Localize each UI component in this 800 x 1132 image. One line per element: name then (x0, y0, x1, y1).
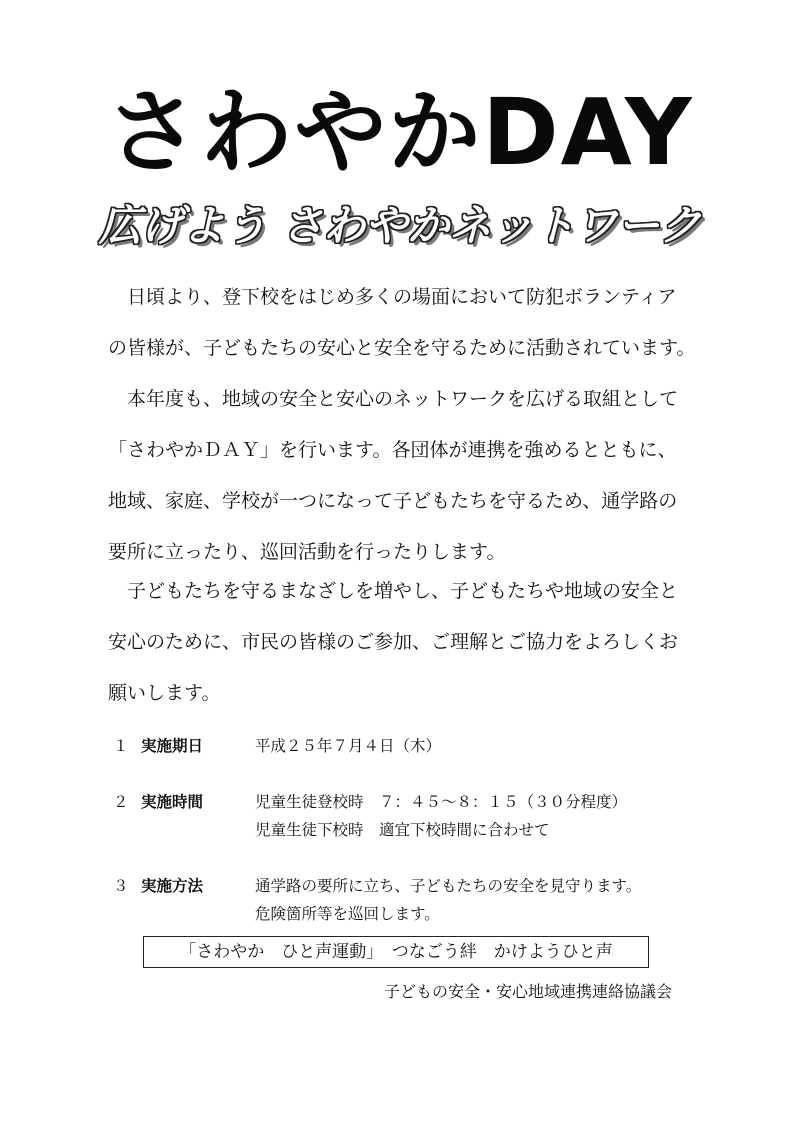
detail-number: ２ (113, 793, 129, 811)
detail-number: １ (113, 737, 129, 755)
detail-label: 実施期日 (141, 737, 204, 755)
detail-value: 児童生徒下校時 適宜下校時間に合わせて (255, 821, 550, 839)
body-line: 「さわやかＤＡＹ」を行います。各団体が連携を強めるとともに、 (108, 439, 677, 461)
body-line: 安心のために、市民の皆様のご参加、ご理解とご協力をよろしくお (108, 631, 679, 653)
page-title: さわやかDAY (106, 79, 694, 186)
body-line: 本年度も、地域の安全と安心のネットワークを広げる取組として (108, 388, 679, 410)
detail-value: 通学路の要所に立ち、子どもたちの安全を見守ります。 (255, 877, 642, 895)
body-line: 要所に立ったり、巡回活動を行ったりします。 (108, 541, 506, 563)
detail-value: 児童生徒登校時 ７：４５～８：１５（３０分程度） (255, 793, 628, 811)
event-details (113, 732, 703, 956)
detail-row-time (113, 788, 703, 844)
detail-row-method (113, 872, 703, 928)
body-line: の皆様が、子どもたちの安心と安全を守るために活動されています。 (108, 337, 696, 359)
detail-row-date (113, 732, 703, 760)
intro-paragraph-1 (108, 272, 698, 374)
body-line: 日頃より、登下校をはじめ多くの場面において防犯ボランティア (108, 286, 677, 308)
slogan-box: 「さわやか ひと声運動」 つなごう絆 かけようひと声 (143, 936, 649, 968)
detail-value: 危険箇所等を巡回します。 (255, 905, 440, 923)
organization-name: 子どもの安全・安心地域連携連絡協議会 (384, 982, 673, 1001)
body-line: 地域、家庭、学校が一つになって子どもたちを守るため、通学路の (108, 490, 678, 512)
body-line: 願いします。 (108, 682, 221, 704)
detail-number: ３ (113, 877, 129, 895)
intro-paragraph-2 (108, 374, 698, 578)
body-line: 子どもたちを守るまなざしを増やし、子どもたちや地域の安全と (108, 580, 679, 602)
page-subtitle: 広げよう さわやかネットワーク (98, 201, 702, 250)
detail-value: 平成２５年７月４日（木） (255, 737, 442, 755)
detail-label: 実施時間 (141, 793, 204, 811)
detail-label: 実施方法 (141, 877, 204, 895)
intro-paragraph-3 (108, 566, 698, 719)
